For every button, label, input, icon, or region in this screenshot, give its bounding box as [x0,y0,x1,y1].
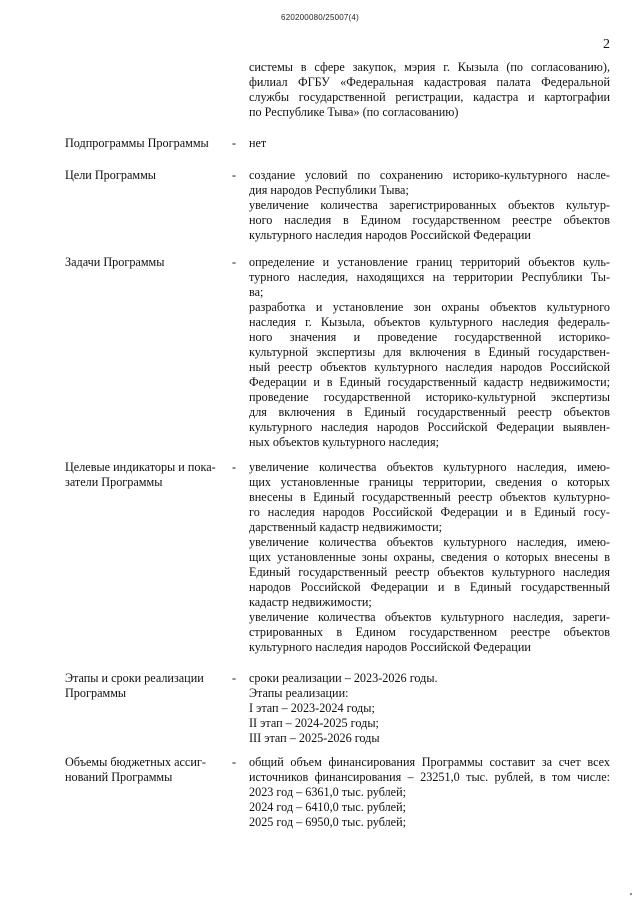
continuation-line: по Республике Тыва» (по согласованию) [249,105,459,119]
row-dash: - [232,136,237,150]
row-text-line: разработка и установление зон охраны объектов культурного [249,300,610,314]
row-text-line: народов Российской Федерации и в Единый государственный [249,580,610,594]
row-dash: - [232,168,237,182]
row-dash: - [232,255,237,269]
continuation-line: системы в сфере закупок, мэрия г. Кызыла (по согласованию), [249,60,610,74]
row-text-line: наследия г. Кызыла, объектов культурного наследия федераль- [249,315,610,329]
row-text-line: культурного наследия народов Российской Федерации выявлен- [249,420,610,434]
row-text-line: дия народов Республики Тыва; [249,183,409,197]
row-label: Этапы и сроки реализации [65,671,204,685]
row-text-line: культурного наследия народов Российской Федерации [249,228,531,242]
row-dash: - [232,460,237,474]
row-text-line: III этап – 2025-2026 годы [249,731,380,745]
row-text-line: увеличение количества объектов культурного наследия, зареги- [249,610,610,624]
row-text-line: проведение государственной историко-культурной экспертизы [249,390,610,404]
row-label: Программы [65,686,127,700]
row-text-line: ного значения и проведение государственной историко- [249,330,610,344]
row-text-line: Единый государственный реестр объектов культурного наследия [249,565,610,579]
row-text-line: II этап – 2024-2025 годы; [249,716,379,730]
row-text-line: турного наследия, находящихся на территории Республики Ты- [249,270,610,284]
row-text-line: Этапы реализации: [249,686,349,700]
row-label: Задачи Программы [65,255,165,269]
row-text-line: создание условий по сохранению историко-культурного насле- [249,168,610,182]
row-text-line: I этап – 2023-2024 годы; [249,701,375,715]
document-number: 620200080/25007(4) [281,13,359,22]
row-text-line: внесены в Единый государственный реестр объектов культурно- [249,490,610,504]
row-text-line: культурного наследия народов Российской Федерации [249,640,531,654]
row-label: Подпрограммы Программы [65,136,209,150]
row-text-line: культурной экспертизы для включения в Единый государствен- [249,345,610,359]
row-text-line: стрированных в Едином государственном реестре объектов [249,625,610,639]
row-text-line: ва; [249,285,264,299]
row-text-line: ный реестр объектов культурного наследия народов Российской [249,360,610,374]
row-text-line: ного наследия в Едином государственном реестре объектов [249,213,610,227]
row-text-line: общий объем финансирования Программы составит за счет всех [249,755,610,769]
row-text-line: 2025 год – 6950,0 тыс. рублей; [249,815,406,829]
row-text-line: щих установленные зоны охраны, сведения о которых внесены в [249,550,610,564]
row-dash: - [232,755,237,769]
row-text-line: для включения в Единый государственный реестр объектов [249,405,610,419]
row-text-line: ных объектов культурного наследия; [249,435,440,449]
row-text-line: увеличение количества объектов культурного наследия, имею- [249,535,610,549]
row-label: Целевые индикаторы и пока- [65,460,216,474]
row-text-line: определение и установление границ территорий объектов куль- [249,255,610,269]
row-text-line: сроки реализации – 2023-2026 годы. [249,671,438,685]
row-label: нований Программы [65,770,173,784]
row-text-line: нет [249,136,267,150]
row-text-line: щих установленные границы территории, сведения о которых [249,475,610,489]
page-number: 2 [603,37,610,52]
row-text-line: источников финансирования – 23251,0 тыс. рублей, в том числе: [249,770,610,784]
row-text-line: увеличение количества зарегистрированных объектов культур- [249,198,610,212]
row-text-line: Федерации и в Единый государственный кадастр недвижимости; [249,375,610,389]
row-text-line: дарственный кадастр недвижимости; [249,520,443,534]
continuation-line: службы государственной регистрации, кадастра и картографии [249,90,610,104]
row-text-line: увеличение количества объектов культурного наследия, имею- [249,460,610,474]
row-text-line: кадастр недвижимости; [249,595,372,609]
row-text-line: го наследия народов Российской Федерации и в Единый госу- [249,505,610,519]
row-dash: - [232,671,237,685]
row-label: Объемы бюджетных ассиг- [65,755,206,769]
row-text-line: 2023 год – 6361,0 тыс. рублей; [249,785,406,799]
scan-speck [630,893,632,895]
row-label: Цели Программы [65,168,156,182]
row-label: затели Программы [65,475,163,489]
continuation-line: филиал ФГБУ «Федеральная кадастровая палата Федеральной [249,75,610,89]
row-text-line: 2024 год – 6410,0 тыс. рублей; [249,800,406,814]
